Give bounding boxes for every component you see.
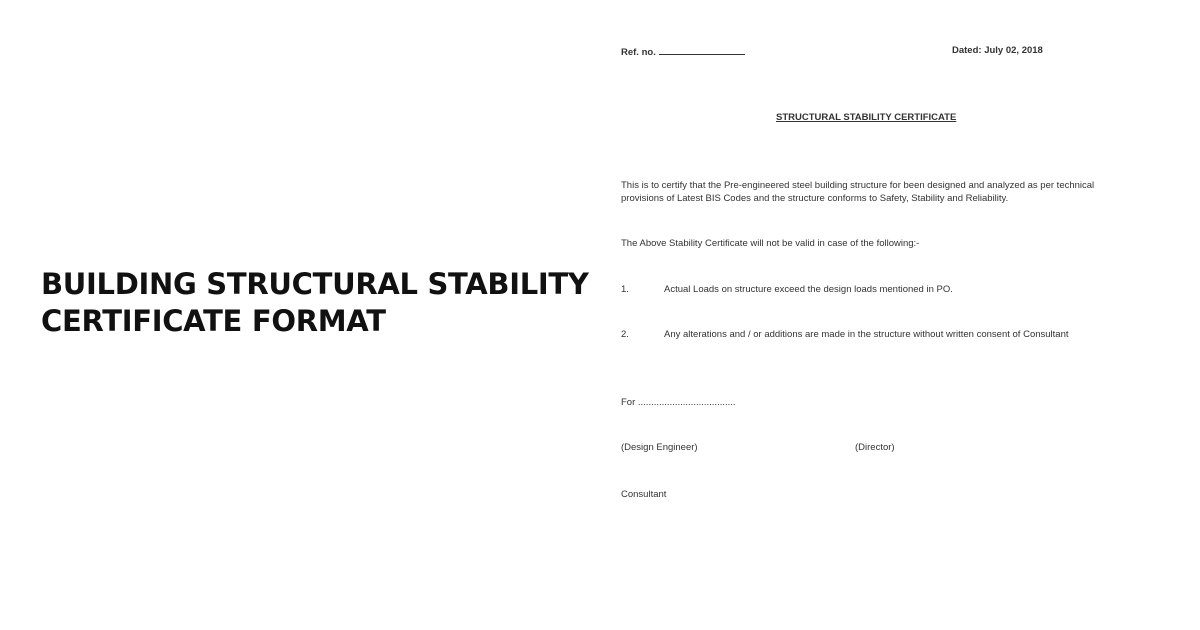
reference-label: Ref. no. xyxy=(621,47,656,58)
reference-number xyxy=(621,45,745,59)
validity-paragraph: The Above Stability Certificate will not be valid in case of the following:- xyxy=(621,238,920,249)
reference-blank-line xyxy=(659,45,745,55)
consultant-label: Consultant xyxy=(621,489,667,500)
headline-line-2: CERTIFICATE FORMAT xyxy=(41,304,386,338)
date-line: Dated: July 02, 2018 xyxy=(952,45,1043,56)
condition-number-2: 2. xyxy=(621,329,629,340)
headline-line-1: BUILDING STRUCTURAL STABILITY xyxy=(41,267,589,301)
condition-text-2: Any alterations and / or additions are made in the structure without written consent of Consultant xyxy=(664,329,1069,340)
for-line: For ..................................... xyxy=(621,397,736,408)
signature-director: (Director) xyxy=(855,442,895,453)
certification-paragraph-line-2: provisions of Latest BIS Codes and the structure conforms to Safety, Stability and Reliability. xyxy=(621,193,1009,204)
certification-paragraph-line-1: This is to certify that the Pre-engineered steel building structure for been designed and analyzed as per technical xyxy=(621,180,1095,191)
condition-text-1: Actual Loads on structure exceed the design loads mentioned in PO. xyxy=(664,284,953,295)
condition-number-1: 1. xyxy=(621,284,629,295)
signature-design-engineer: (Design Engineer) xyxy=(621,442,698,453)
certificate-title: STRUCTURAL STABILITY CERTIFICATE xyxy=(776,112,957,123)
